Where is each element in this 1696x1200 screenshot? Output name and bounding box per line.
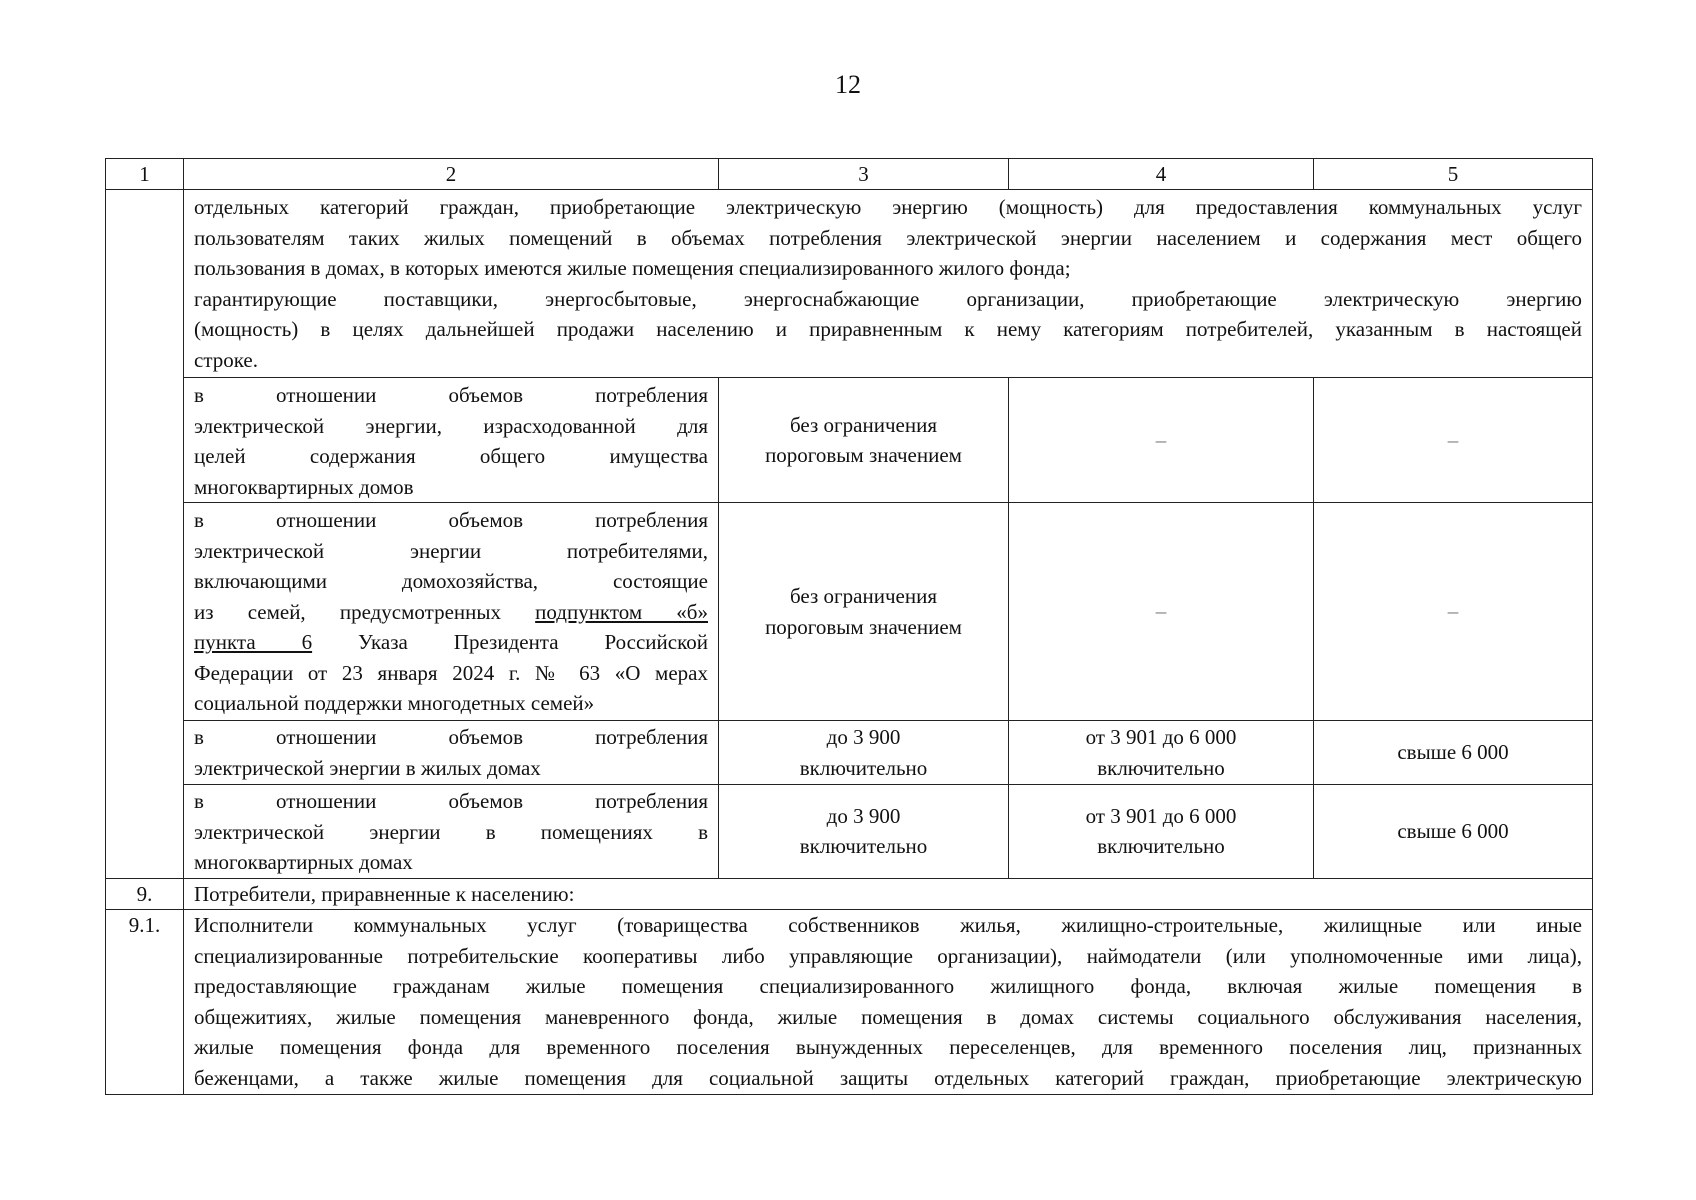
range-cell-col4 — [1009, 721, 1314, 785]
range-cell-col4: – — [1009, 378, 1314, 503]
text-line: жилые помещения фонда для временного поселения вынужденных переселенцев, для временного поселения лиц, признанных — [194, 1035, 1582, 1059]
legal-reference-link[interactable]: пункта 6 — [194, 630, 313, 654]
text-line: пользования в домах, в которых имеются жилые помещения специализированного жилого фонда; — [194, 256, 1071, 280]
text-line: пользователям таких жилых помещений в объемах потребления электрической энергии населением и содержания мест общего — [194, 225, 1582, 250]
tariff-table — [105, 158, 1593, 1095]
range-cell-col5: – — [1314, 503, 1593, 721]
column-header: 2 — [184, 159, 719, 190]
text-line: гарантирующие поставщики, энергосбытовые, энергоснабжающие организации, приобретающие электрическую энергию — [194, 286, 1582, 311]
text-line: электрической энергии в помещениях в — [194, 819, 708, 844]
range-line: пороговым значением — [765, 443, 962, 467]
row-number-cell: 9. — [106, 878, 184, 910]
header-row — [106, 159, 1593, 190]
range-line: до 3 900 — [826, 725, 901, 749]
text-line: отдельных категорий граждан, приобретающие электрическую энергию (мощность) для предоставления коммунальных услуг — [194, 195, 1582, 219]
table-row-houses — [106, 721, 1593, 785]
range-line: пороговым значением — [765, 614, 962, 639]
text-line — [194, 627, 708, 658]
text-line: предоставляющие гражданам жилые помещения специализированного жилищного фонда, включая жилые помещения в — [194, 974, 1582, 998]
range-line: от 3 901 до 6 000 — [1085, 803, 1237, 828]
consumption-description-cell — [184, 503, 719, 721]
table-row-continuation — [106, 190, 1593, 378]
range-cell-col5: – — [1314, 378, 1593, 503]
range-line: до 3 900 — [826, 803, 901, 828]
table-row-large-families — [106, 503, 1593, 721]
table-row-common-property — [106, 378, 1593, 503]
legal-reference-link[interactable]: подпунктом «б» — [535, 599, 708, 624]
range-cell-col4 — [1009, 785, 1314, 879]
consumption-description-cell — [184, 785, 719, 879]
range-cell-col3 — [719, 503, 1009, 721]
text-line: общежитиях, жилые помещения маневренного фонда, жилые помещения в домах системы социального обслуживания населения, — [194, 1004, 1582, 1029]
text-line: социальной поддержки многодетных семей» — [194, 691, 595, 715]
text-line: многоквартирных домов — [194, 474, 414, 499]
range-line: включительно — [1097, 834, 1225, 859]
column-header: 3 — [719, 159, 1009, 190]
range-line: включительно — [799, 755, 928, 780]
text-line: в отношении объемов потребления — [194, 789, 708, 813]
text-line: целей содержания общего имущества — [194, 444, 708, 468]
text-line: электрической энергии, израсходованной для — [194, 413, 708, 438]
column-header: 5 — [1314, 159, 1593, 190]
text-line: Федерации от 23 января 2024 г. № 63 «О мерах — [194, 660, 708, 685]
text-line: включающими домохозяйства, состоящие — [194, 569, 708, 593]
row-number-cell — [106, 190, 184, 879]
text-fragment: Указа Президента Российской — [312, 630, 708, 654]
text-line: многоквартирных домах — [194, 850, 413, 874]
text-line: в отношении объемов потребления — [194, 508, 708, 532]
text-line: в отношении объемов потребления — [194, 725, 708, 749]
range-cell-col4: – — [1009, 503, 1314, 721]
row-number-cell: 9.1. — [106, 910, 184, 1095]
range-cell-col3 — [719, 378, 1009, 503]
text-line: электрической энергии потребителями, — [194, 538, 708, 563]
range-cell-col3 — [719, 721, 1009, 785]
table-row-9 — [106, 878, 1593, 910]
row-text-cell — [184, 910, 1593, 1095]
range-line: без ограничения — [790, 584, 937, 608]
text-line: Исполнители коммунальных услуг (товарищества собственников жилья, жилищно-строительные, жилищные или иные — [194, 913, 1582, 937]
column-header: 1 — [106, 159, 184, 190]
page-number: 12 — [835, 70, 861, 99]
row-text-cell: Потребители, приравненные к населению: — [184, 878, 1593, 910]
range-line: без ограничения — [790, 412, 937, 437]
text-line: (мощность) в целях дальнейшей продажи населению и приравненным к нему категориям потребителей, указанным в настоящей — [194, 317, 1582, 341]
consumption-description-cell — [184, 721, 719, 785]
text-fragment: из семей, предусмотренных — [194, 599, 536, 624]
text-line — [194, 597, 708, 628]
column-header: 4 — [1009, 159, 1314, 190]
range-cell-col5: свыше 6 000 — [1314, 721, 1593, 785]
range-line: от 3 901 до 6 000 — [1085, 725, 1237, 749]
text-line: в отношении объемов потребления — [194, 383, 708, 407]
range-line: включительно — [799, 834, 928, 859]
text-line: электрической энергии в жилых домах — [194, 755, 541, 780]
consumption-description-cell — [184, 378, 719, 503]
text-line: строке. — [194, 347, 259, 372]
range-cell-col5: свыше 6 000 — [1314, 785, 1593, 879]
range-line: включительно — [1097, 755, 1225, 780]
range-cell-col3 — [719, 785, 1009, 879]
table-row-apartments — [106, 785, 1593, 879]
table-row-9-1 — [106, 910, 1593, 1095]
continuation-text-cell — [184, 190, 1593, 378]
text-line: специализированные потребительские кооперативы либо управляющие организации), наймодатели (или уполномоченные ими лица), — [194, 943, 1582, 968]
text-line: беженцами, а также жилые помещения для социальной защиты отдельных категорий граждан, приобретающие электрическую — [194, 1065, 1582, 1090]
